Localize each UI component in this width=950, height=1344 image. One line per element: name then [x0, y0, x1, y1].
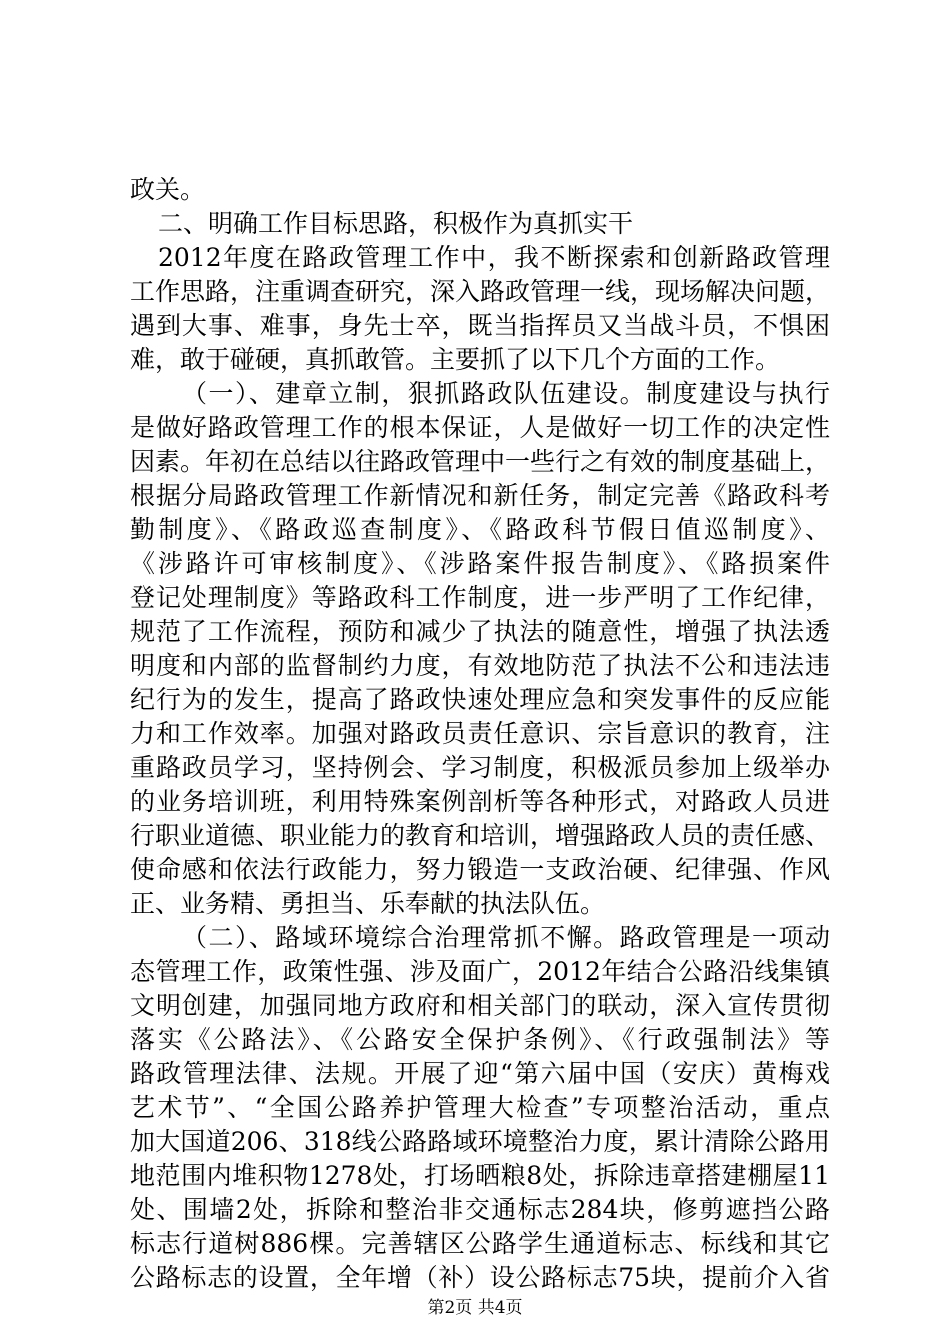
text-line: 遇到大事、难事，身先士卒，既当指挥员又当战斗员，不惧困 — [130, 311, 830, 340]
text-line: 艺术节”、“全国公路养护管理大检查”专项整治活动，重点 — [130, 1093, 830, 1122]
text-line: 勤制度》、《路政巡查制度》、《路政科节假日值巡制度》、 — [130, 515, 830, 544]
text-line: 路政管理法律、法规。开展了迎“第六届中国（安庆）黄梅戏 — [130, 1059, 830, 1088]
document-body — [130, 173, 830, 1295]
text-line: 登记处理制度》等路政科工作制度，进一步严明了工作纪律， — [130, 583, 830, 612]
text-line: 是做好路政管理工作的根本保证，人是做好一切工作的决定性 — [130, 413, 830, 442]
text-line: 难，敢于碰硬，真抓敢管。主要抓了以下几个方面的工作。 — [130, 345, 781, 374]
text-line: 正、业务精、勇担当、乐奉献的执法队伍。 — [130, 889, 606, 918]
text-line: 因素。年初在总结以往路政管理中一些行之有效的制度基础上， — [130, 447, 830, 476]
text-line: 工作思路，注重调查研究，深入路政管理一线，现场解决问题， — [130, 277, 830, 306]
text-line: 行职业道德、职业能力的教育和培训，增强路政人员的责任感、 — [130, 821, 830, 850]
text-line: 文明创建，加强同地方政府和相关部门的联动，深入宣传贯彻 — [130, 991, 830, 1020]
text-line: 力和工作效率。加强对路政员责任意识、宗旨意识的教育，注 — [130, 719, 830, 748]
text-line: 二、明确工作目标思路，积极作为真抓实干 — [158, 209, 634, 238]
text-line: （一）、建章立制，狠抓路政队伍建设。制度建设与执行 — [182, 379, 830, 408]
text-line: 政关。 — [130, 175, 206, 204]
text-line: 明度和内部的监督制约力度，有效地防范了执法不公和违法违 — [130, 651, 830, 680]
text-line: 公路标志的设置，全年增（补）设公路标志75块，提前介入省 — [130, 1263, 830, 1292]
text-line: 落实《公路法》、《公路安全保护条例》、《行政强制法》等 — [130, 1025, 830, 1054]
text-line: 2012年度在路政管理工作中，我不断探索和创新路政管理 — [158, 243, 830, 272]
page-footer: 第2页 共4页 — [427, 1298, 523, 1318]
text-line: 《涉路许可审核制度》、《涉路案件报告制度》、《路损案件 — [130, 549, 830, 578]
text-line: 重路政员学习，坚持例会、学习制度，积极派员参加上级举办 — [130, 753, 830, 782]
text-line: 根据分局路政管理工作新情况和新任务，制定完善《路政科考 — [130, 481, 830, 510]
text-line: 规范了工作流程，预防和减少了执法的随意性，增强了执法透 — [130, 617, 830, 646]
text-line: 使命感和依法行政能力，努力锻造一支政治硬、纪律强、作风 — [130, 855, 830, 884]
text-line: 处、围墙2处，拆除和整治非交通标志284块，修剪遮挡公路 — [130, 1195, 830, 1224]
text-line: 态管理工作，政策性强、涉及面广，2012年结合公路沿线集镇 — [130, 957, 830, 986]
text-line: 标志行道树886棵。完善辖区公路学生通道标志、标线和其它 — [130, 1229, 830, 1258]
text-line: 地范围内堆积物1278处，打场晒粮8处，拆除违章搭建棚屋11 — [130, 1161, 830, 1190]
text-line: 的业务培训班，利用特殊案例剖析等各种形式，对路政人员进 — [130, 787, 830, 816]
text-line: 纪行为的发生，提高了路政快速处理应急和突发事件的反应能 — [130, 685, 830, 714]
text-line: （二）、路域环境综合治理常抓不懈。路政管理是一项动 — [182, 923, 830, 952]
text-line: 加大国道206、318线公路路域环境整治力度，累计清除公路用 — [130, 1127, 830, 1156]
